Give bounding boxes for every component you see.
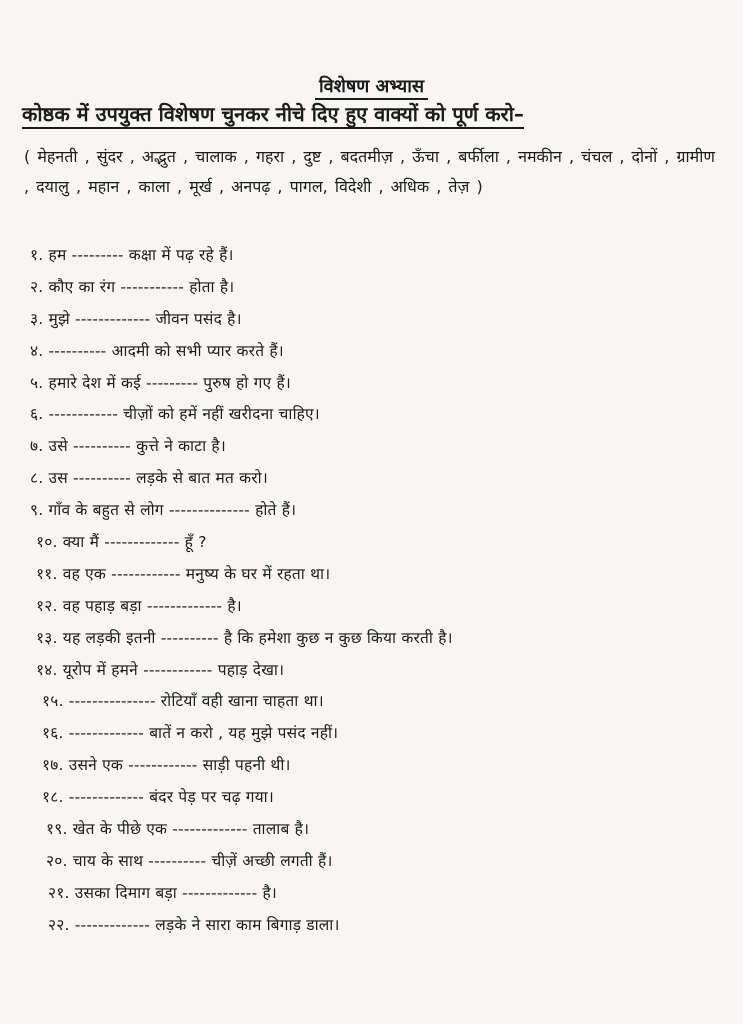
question-item: १२. वह पहाड़ बड़ा ------------- है। — [36, 596, 242, 615]
question-item: १५. --------------- रोटियाँ वही खाना चाहता था। — [42, 692, 324, 711]
question-item: ८. उस ---------- लड़के से बात मत करो। — [30, 469, 268, 488]
question-list — [30, 240, 730, 942]
question-item: ५. हमारे देश में कई --------- पुरुष हो गए हैं। — [30, 373, 291, 392]
question-item: ९. गाँव के बहुत से लोग -------------- होते हैं। — [30, 501, 297, 520]
instruction-heading — [22, 100, 524, 127]
question-item: ३. मुझे ------------- जीवन पसंद है। — [30, 309, 242, 328]
question-item: ६. ------------ चीज़ों को हमें नहीं खरीदना चाहिए। — [30, 405, 320, 424]
instruction-text: कोष्ठक में उपयुक्त विशेषण चुनकर नीचे दिए हुए वाक्यों को पूर्ण करो– — [22, 102, 524, 129]
question-item: २. कौए का रंग ----------- होता है। — [30, 277, 235, 296]
question-item: १४. यूरोप में हमने ------------ पहाड़ देखा। — [36, 660, 285, 679]
question-item: २०. चाय के साथ ---------- चीज़ें अच्छी लगती हैं। — [46, 851, 333, 870]
question-item: ७. उसे ---------- कुत्ते ने काटा है। — [30, 437, 226, 456]
question-item: ११. वह एक ------------ मनुष्य के घर में रहता था। — [36, 564, 331, 583]
worksheet-title-text: विशेषण अभ्यास — [315, 76, 428, 100]
question-item: २१. उसका दिमाग बड़ा ------------- है। — [48, 883, 277, 902]
worksheet-title — [0, 74, 743, 98]
question-item: १. हम --------- कक्षा में पढ़ रहे हैं। — [30, 246, 234, 264]
question-item: २२. ------------- लड़के ने सारा काम बिगाड़ डाला। — [48, 915, 340, 934]
question-item: ४. ---------- आदमी को सभी प्यार करते हैं। — [30, 341, 284, 360]
question-item: १३. यह लड़की इतनी ---------- है कि हमेशा कुछ न कुछ किया करती है। — [36, 628, 453, 647]
question-item: १६. ------------- बातें न करो , यह मुझे पसंद नहीं। — [42, 724, 339, 743]
question-item: १७. उसने एक ------------ साड़ी पहनी थी। — [42, 756, 291, 775]
question-item: १९. खेत के पीछे एक ------------- तालाब है। — [46, 820, 310, 839]
word-bank: ( मेहनती , सुंदर , अद्भुत , चालाक , गहरा , दुष्ट , बदतमीज़ , ऊँचा , बर्फीला , नमकीन , चंचल , दोनों , ग्रामीण , दयालु , महान , काला , मूर्ख , अनपढ़ , पागल, विदेशी , अधिक , तेज़ ) — [24, 147, 715, 196]
question-item: १०. क्या मैं ------------- हूँ ? — [36, 533, 207, 552]
question-item: १८. ------------- बंदर पेड़ पर चढ़ गया। — [42, 788, 274, 807]
